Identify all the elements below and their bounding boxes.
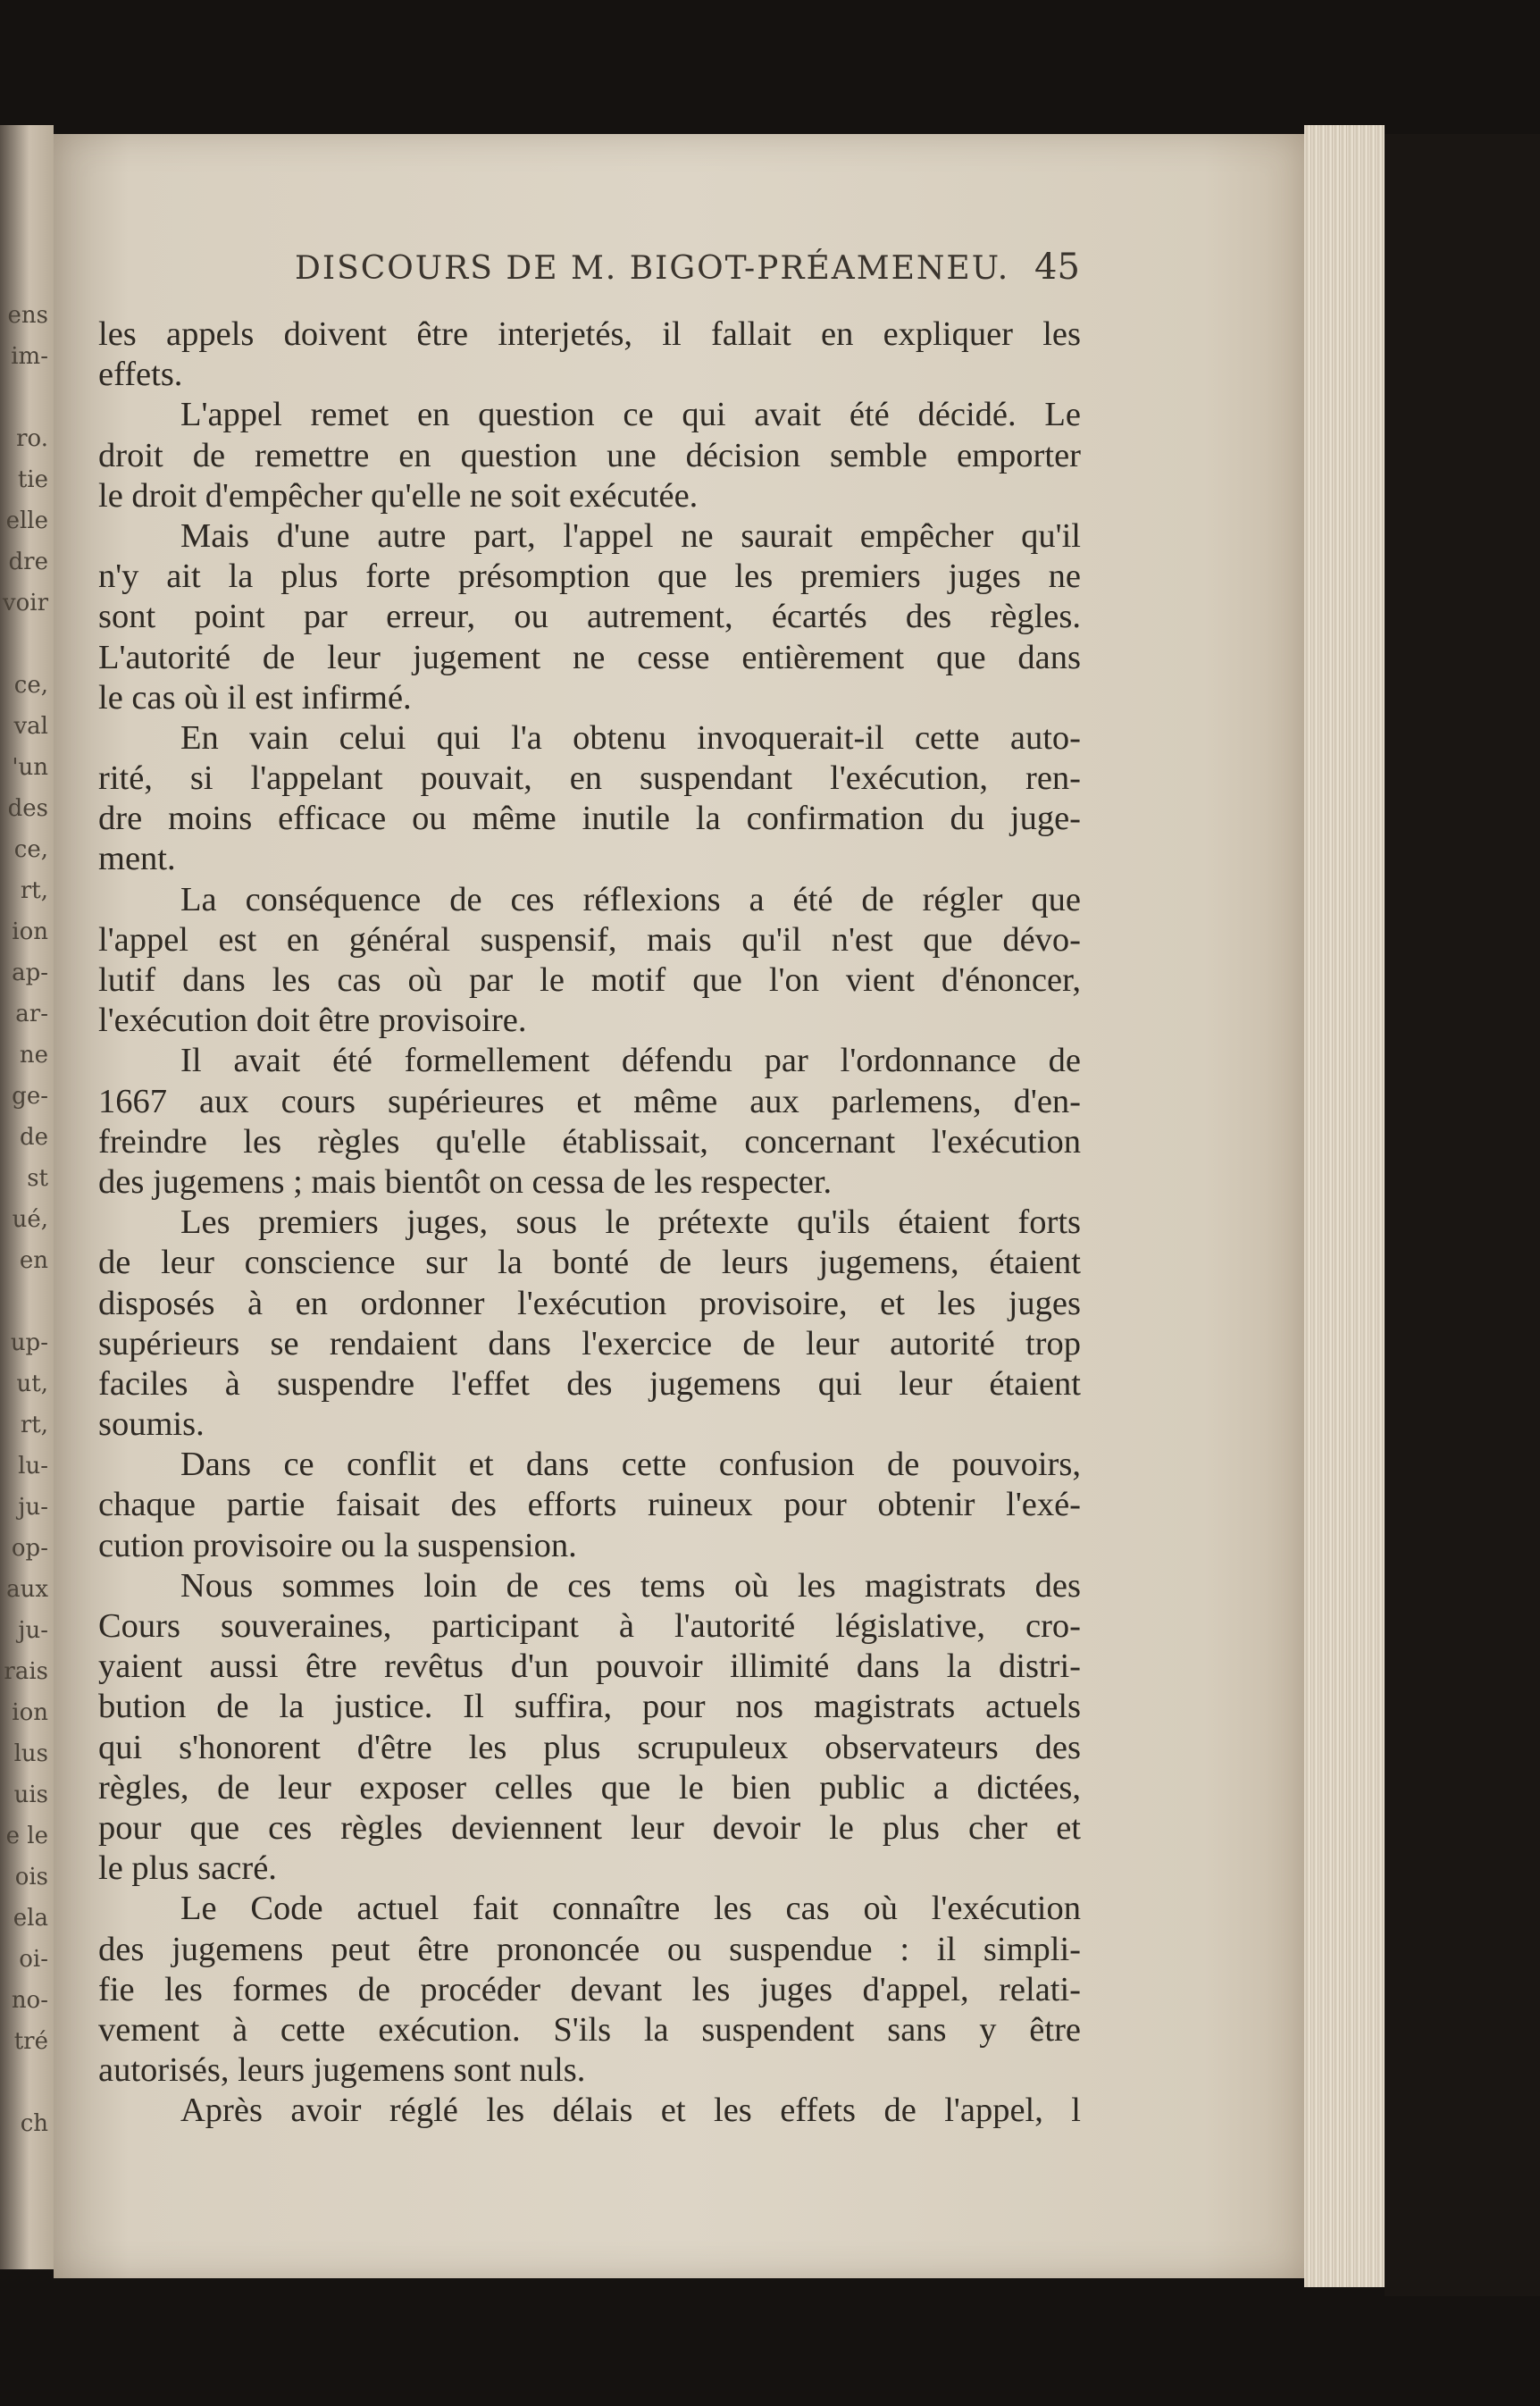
margin-fragment: lus bbox=[13, 1740, 48, 1767]
text-line: fie les formes de procéder devant les juges d'appel, relati- bbox=[98, 1970, 1081, 2008]
text-line: Le Code actuel fait connaître les cas où l'exécution bbox=[180, 1890, 1081, 1928]
text-line: le droit d'empêcher qu'elle ne soit exécutée. bbox=[98, 476, 699, 515]
text-line: yaient aussi être revêtus d'un pouvoir illimité dans la distri- bbox=[98, 1647, 1081, 1686]
text-line: chaque partie faisait des efforts ruineux pour obtenir l'exé- bbox=[98, 1486, 1081, 1524]
margin-fragment: e le bbox=[5, 1823, 48, 1849]
text-line: l'exécution doit être provisoire. bbox=[98, 1002, 527, 1040]
page-block-edges bbox=[1304, 125, 1385, 2287]
facing-page-text-fragments bbox=[0, 295, 54, 2137]
margin-fragment: elle bbox=[5, 507, 48, 534]
margin-fragment: im- bbox=[11, 343, 48, 370]
margin-fragment: ju- bbox=[18, 1617, 48, 1644]
text-line: supérieurs se rendaient dans l'exercice de leur autorité trop bbox=[98, 1324, 1081, 1362]
margin-fragment: ch bbox=[20, 2110, 48, 2137]
text-line: autorisés, leurs jugemens sont nuls. bbox=[98, 2051, 586, 2090]
text-line: freindre les règles qu'elle établissait, concernant l'exécution bbox=[98, 1122, 1081, 1161]
margin-fragment: ro. bbox=[16, 425, 48, 452]
text-line: des jugemens peut être prononcée ou suspendue : il simpli- bbox=[98, 1930, 1081, 1968]
text-line: Les premiers juges, sous le prétexte qu'ils étaient forts bbox=[180, 1203, 1081, 1242]
margin-fragment bbox=[0, 2062, 54, 2103]
margin-fragment: val bbox=[13, 713, 48, 740]
margin-fragment: 'un bbox=[12, 754, 48, 781]
margin-fragment: ge- bbox=[12, 1083, 48, 1110]
margin-fragment: ar- bbox=[15, 1001, 48, 1027]
margin-fragment bbox=[0, 1281, 54, 1322]
margin-fragment: dre bbox=[8, 549, 48, 575]
margin-fragment bbox=[0, 624, 54, 665]
margin-fragment: no- bbox=[11, 1987, 48, 2014]
text-line: n'y ait la plus forte présomption que les premiers juges ne bbox=[98, 557, 1081, 596]
margin-fragment: ce, bbox=[13, 836, 48, 863]
background-shadow bbox=[1385, 134, 1540, 2296]
margin-fragment: st bbox=[27, 1165, 48, 1192]
margin-fragment: uis bbox=[13, 1781, 48, 1808]
text-line: règles, de leur exposer celles que le bien public a dictées, bbox=[98, 1768, 1081, 1807]
text-line: droit de remettre en question une décision semble emporter bbox=[98, 436, 1081, 474]
text-line: Mais d'une autre part, l'appel ne saurait empêcher qu'il bbox=[180, 516, 1081, 555]
text-line: le cas où il est infirmé. bbox=[98, 678, 412, 717]
margin-fragment: op- bbox=[11, 1535, 48, 1562]
margin-fragment: ens bbox=[7, 302, 48, 329]
text-line: des jugemens ; mais bientôt on cessa de les respecter. bbox=[98, 1162, 833, 1201]
text-line: La conséquence de ces réflexions a été de régler que bbox=[180, 880, 1081, 918]
text-line: Cours souveraines, participant à l'autorité législative, cro- bbox=[98, 1607, 1081, 1645]
text-line: disposés à en ordonner l'exécution provisoire, et les juges bbox=[98, 1284, 1081, 1322]
text-line: l'appel est en général suspensif, mais qu'il n'est que dévo- bbox=[98, 920, 1081, 959]
text-line: les appels doivent être interjetés, il fallait en expliquer les bbox=[98, 315, 1081, 353]
text-line: qui s'honorent d'être les plus scrupuleux observateurs des bbox=[98, 1728, 1081, 1766]
text-line: rité, si l'appelant pouvait, en suspendant l'exécution, ren- bbox=[98, 759, 1081, 798]
page-number: 45 bbox=[1034, 247, 1080, 288]
margin-fragment: ap- bbox=[12, 960, 48, 986]
margin-fragment: rt, bbox=[20, 1412, 48, 1438]
text-line: Dans ce conflit et dans cette confusion de pouvoirs, bbox=[180, 1446, 1081, 1484]
margin-fragment: oi- bbox=[19, 1946, 48, 1973]
margin-fragment: ion bbox=[12, 1699, 48, 1726]
text-line: le plus sacré. bbox=[98, 1849, 277, 1888]
text-line: de leur conscience sur la bonté de leurs jugemens, étaient bbox=[98, 1244, 1081, 1282]
text-line: bution de la justice. Il suffira, pour nos magistrats actuels bbox=[98, 1688, 1081, 1726]
margin-fragment: en bbox=[19, 1247, 48, 1274]
margin-fragment: aux bbox=[6, 1576, 48, 1603]
text-line: effets. bbox=[98, 356, 183, 394]
margin-fragment: ne bbox=[19, 1042, 48, 1069]
text-line: En vain celui qui l'a obtenu invoquerait-il cette auto- bbox=[180, 718, 1081, 757]
margin-fragment: up- bbox=[10, 1329, 48, 1356]
margin-fragment: ut, bbox=[16, 1371, 48, 1397]
text-line: faciles à suspendre l'effet des jugemens qui leur étaient bbox=[98, 1364, 1081, 1403]
text-line: pour que ces règles deviennent leur devoir le plus cher et bbox=[98, 1808, 1081, 1847]
text-line: L'appel remet en question ce qui avait été décidé. Le bbox=[180, 396, 1081, 434]
text-line: L'autorité de leur jugement ne cesse entièrement que dans bbox=[98, 638, 1081, 676]
running-title: DISCOURS DE M. BIGOT-PRÉAMENEU. bbox=[295, 250, 1010, 287]
text-line: vement à cette exécution. S'ils la suspendent sans y être bbox=[98, 2010, 1081, 2049]
margin-fragment: ué, bbox=[12, 1206, 48, 1233]
margin-fragment: de bbox=[19, 1124, 48, 1151]
margin-fragment: ju- bbox=[18, 1494, 48, 1521]
body-text bbox=[98, 314, 1081, 2131]
text-line: soumis. bbox=[98, 1405, 205, 1444]
margin-fragment: ion bbox=[12, 918, 48, 945]
margin-fragment: tie bbox=[17, 466, 48, 493]
text-line: Après avoir réglé les délais et les effets de l'appel, l bbox=[180, 2092, 1081, 2130]
text-line: lutif dans les cas où par le motif que l'on vient d'énoncer, bbox=[98, 961, 1081, 999]
text-line: Nous sommes loin de ces tems où les magistrats des bbox=[180, 1566, 1081, 1605]
text-line: sont point par erreur, ou autrement, écartés des règles. bbox=[98, 598, 1081, 636]
margin-fragment: rt, bbox=[20, 877, 48, 904]
text-line: Il avait été formellement défendu par l'ordonnance de bbox=[180, 1042, 1081, 1080]
margin-fragment: rais bbox=[4, 1658, 48, 1685]
margin-fragment: tré bbox=[13, 2028, 48, 2055]
margin-fragment: voir bbox=[2, 590, 48, 616]
text-line: dre moins efficace ou même inutile la confirmation du juge- bbox=[98, 800, 1081, 838]
margin-fragment: des bbox=[7, 795, 48, 822]
margin-fragment: ois bbox=[14, 1864, 48, 1890]
text-line: 1667 aux cours supérieures et même aux parlemens, d'en- bbox=[98, 1082, 1081, 1120]
text-line: ment. bbox=[98, 840, 176, 878]
margin-fragment: lu- bbox=[18, 1453, 48, 1480]
text-line: cution provisoire ou la suspension. bbox=[98, 1526, 577, 1564]
margin-fragment: ce, bbox=[13, 672, 48, 699]
margin-fragment: ela bbox=[13, 1905, 48, 1932]
margin-fragment bbox=[0, 377, 54, 418]
